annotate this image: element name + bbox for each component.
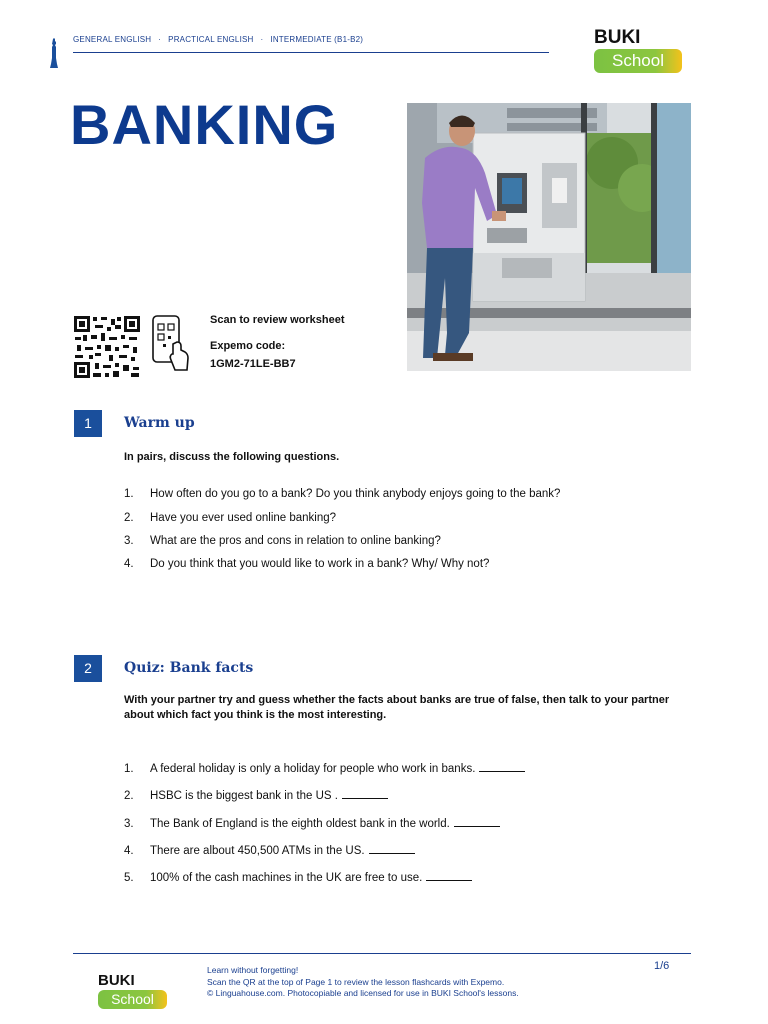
- logo-text-top: BUKI: [98, 972, 135, 989]
- scan-instruction: Scan to review worksheet: [210, 314, 345, 326]
- breadcrumb-separator: ·: [260, 35, 264, 44]
- list-item-text: What are the pros and cons in relation to online banking?: [150, 535, 441, 547]
- answer-blank[interactable]: [369, 844, 415, 854]
- section-instruction: In pairs, discuss the following questions.: [124, 451, 340, 463]
- footer-line: Scan the QR at the top of Page 1 to review the lesson flashcards with Expemo.: [207, 976, 505, 987]
- footer-line: © Linguahouse.com. Photocopiable and licensed for use in BUKI School's lessons.: [207, 988, 519, 998]
- header-divider: [73, 52, 549, 53]
- list-item-number: 1.: [124, 763, 134, 775]
- list-item-number: 1.: [124, 488, 134, 500]
- list-item-text: The Bank of England is the eighth oldest bank in the world.: [150, 818, 450, 830]
- section-title-quiz: Quiz: Bank facts: [124, 660, 254, 676]
- qr-code-icon[interactable]: [73, 315, 141, 379]
- answer-blank[interactable]: [479, 762, 525, 772]
- list-item-text: How often do you go to a bank? Do you think anybody enjoys going to the bank?: [150, 488, 561, 500]
- breadcrumb-item[interactable]: GENERAL ENGLISH: [73, 35, 152, 44]
- quiz-item: [124, 871, 694, 886]
- section-title-warm-up: Warm up: [124, 415, 195, 431]
- answer-blank[interactable]: [454, 817, 500, 827]
- list-item: [124, 511, 694, 526]
- section-number-box: 2: [74, 655, 102, 682]
- section-instruction: With your partner try and guess whether the facts about banks are true of false, then talk to your partner about which fact you think is the most interesting.: [124, 694, 670, 721]
- list-item-text: HSBC is the biggest bank in the US .: [150, 790, 338, 802]
- logo-text-top: BUKI: [594, 27, 641, 48]
- quiz-item: [124, 789, 694, 804]
- list-item: [124, 557, 694, 572]
- footer-divider: [73, 953, 691, 954]
- list-item-text: A federal holiday is only a holiday for people who work in banks.: [150, 763, 476, 775]
- footer-line: Learn without forgetting!: [207, 965, 299, 975]
- list-item-number: 5.: [124, 872, 134, 884]
- list-item-number: 3.: [124, 818, 134, 830]
- breadcrumb-item[interactable]: INTERMEDIATE (B1-B2): [270, 35, 364, 44]
- list-item-number: 2.: [124, 512, 134, 524]
- quiz-item: [124, 844, 694, 859]
- logo-text-bottom: School: [98, 990, 167, 1009]
- buki-school-logo: [594, 27, 684, 73]
- list-item: [124, 534, 694, 549]
- breadcrumb-separator: ·: [158, 35, 162, 44]
- quiz-item: [124, 817, 694, 832]
- list-item-text: Do you think that you would like to work in a bank? Why/ Why not?: [150, 558, 490, 570]
- phone-scan-icon: [151, 314, 191, 372]
- expemo-code-label: Expemo code:: [210, 340, 286, 352]
- buki-school-footer-logo: [98, 972, 188, 1009]
- list-item-text: Have you ever used online banking?: [150, 512, 337, 524]
- section-number-box: 1: [74, 410, 102, 437]
- answer-blank[interactable]: [426, 871, 472, 881]
- logo-text-bottom: School: [594, 49, 682, 73]
- list-item: [124, 487, 694, 502]
- page-number: 1/6: [654, 960, 670, 972]
- breadcrumb: [73, 35, 363, 44]
- list-item-text: 100% of the cash machines in the UK are free to use.: [150, 872, 423, 884]
- quiz-item: [124, 762, 694, 777]
- list-item-number: 3.: [124, 535, 134, 547]
- list-item-text: There are albout 450,500 ATMs in the US.: [150, 845, 365, 857]
- statue-of-liberty-icon: [48, 38, 60, 68]
- footer-text: [207, 965, 519, 1000]
- list-item-number: 2.: [124, 790, 134, 802]
- list-item-number: 4.: [124, 845, 134, 857]
- answer-blank[interactable]: [342, 789, 388, 799]
- breadcrumb-item[interactable]: PRACTICAL ENGLISH: [168, 35, 254, 44]
- list-item-number: 4.: [124, 558, 134, 570]
- page-title: BANKING: [70, 93, 339, 156]
- atm-photo: [407, 103, 691, 371]
- expemo-code-value: 1GM2-71LE-BB7: [210, 358, 296, 370]
